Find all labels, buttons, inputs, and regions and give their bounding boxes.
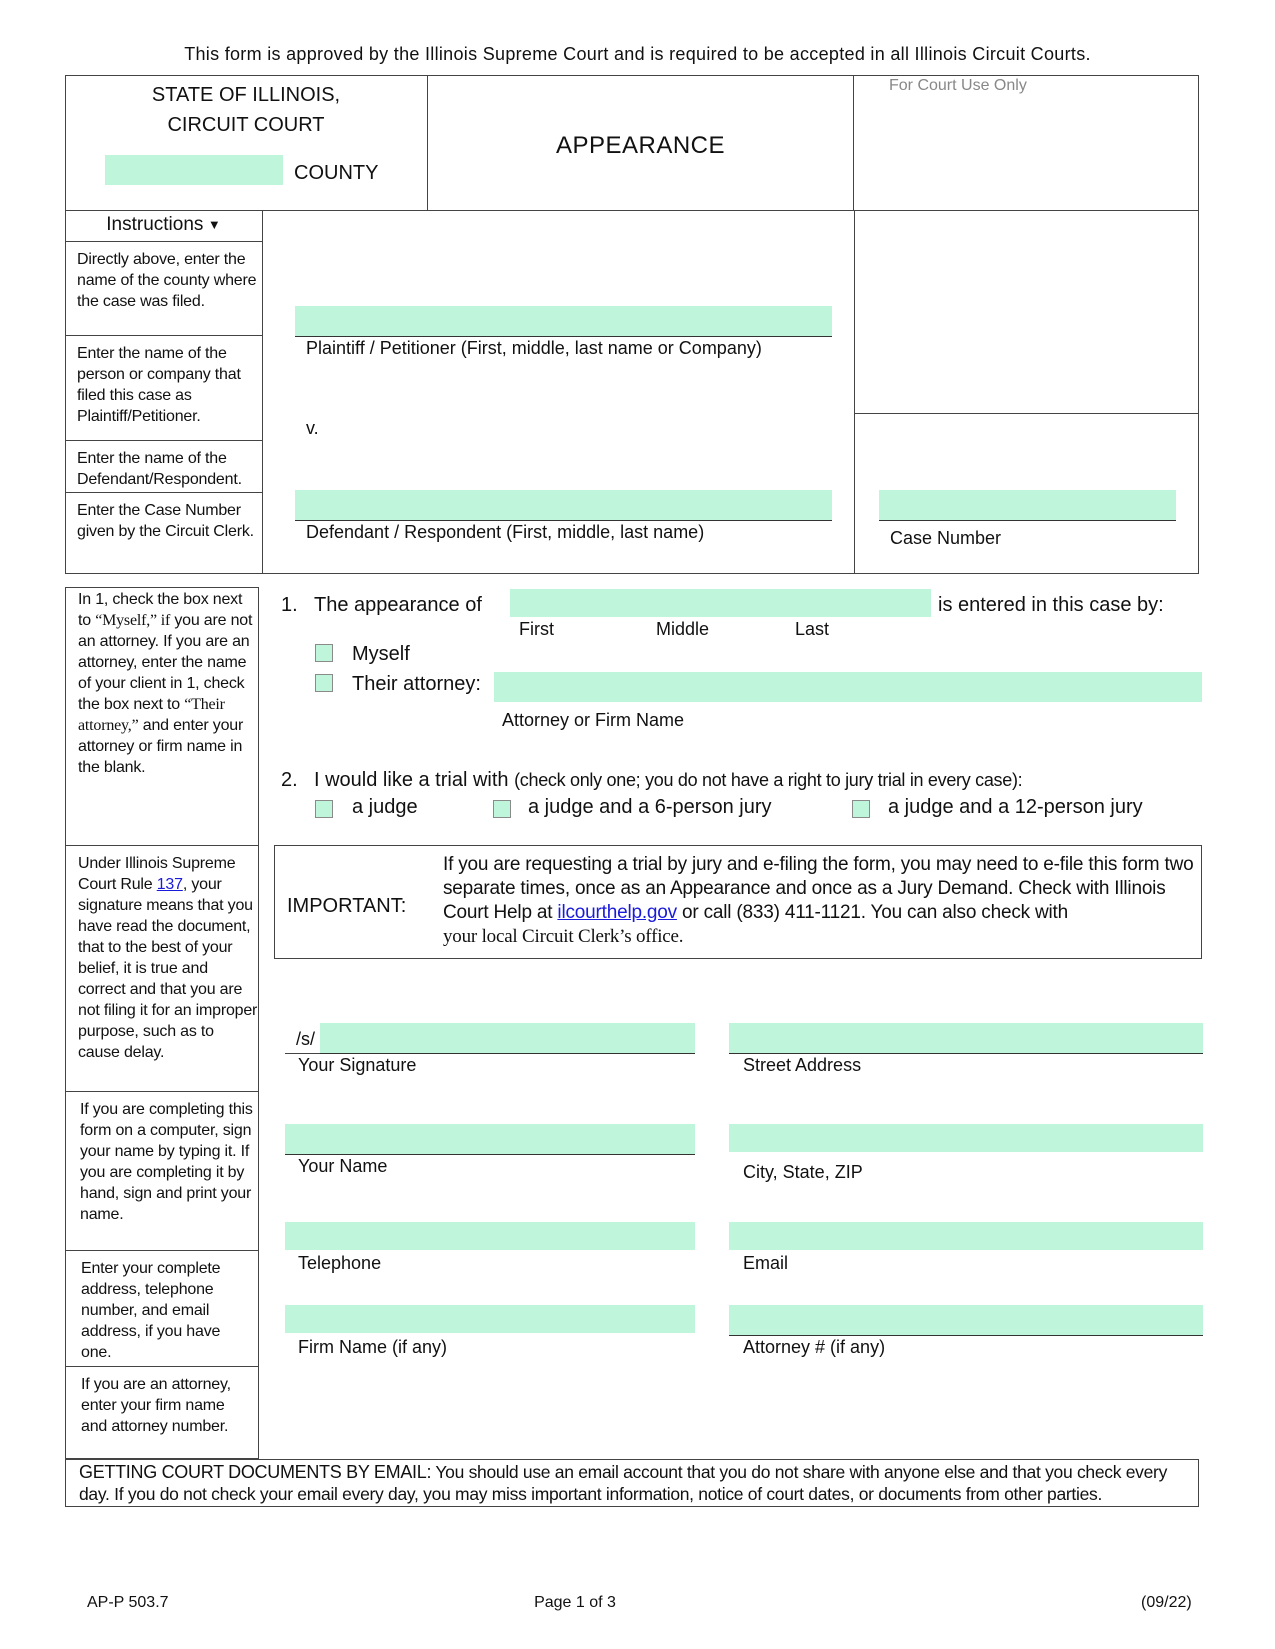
versus: v. [306,418,319,438]
name-middle-label: Middle [656,619,710,639]
signature-prefix: /s/ [296,1029,316,1049]
county-field[interactable] [105,155,283,185]
instr-sep [65,1091,259,1092]
instr-defendant: Enter the name of the Defendant/Respondent. [77,450,242,488]
section1-trail: is entered in this case by: [938,594,1164,616]
case-number-label: Case Number [890,528,1002,548]
plaintiff-label: Plaintiff / Petitioner (First, middle, last name or Company) [306,338,762,358]
section1-lead: The appearance of [314,594,482,616]
instr-section1: In 1, check the box next to “Myself,” if you are not an attorney. If you are an attorney, enter the name of your client in 1, check the box next to “Their attorney,” and enter your attorney or firm name in the blank. [78,591,253,776]
myself-label: Myself [352,643,410,665]
trial-6-jury-checkbox[interactable] [493,800,511,818]
instr-rule: Under Illinois Supreme Court Rule 137, your signature means that you have read the document, that to the best of your belief, it is true and correct and that you are not filing it for an improper purpose, such as to cause delay. [78,855,258,1061]
firm-name-field[interactable] [285,1305,695,1333]
telephone-field[interactable] [285,1222,695,1250]
street-address-field[interactable] [729,1023,1203,1054]
attorney-number-label: Attorney # (if any) [743,1337,886,1357]
county-label: COUNTY [294,162,379,184]
court-state: STATE OF ILLINOIS, [151,84,341,106]
email-notice: GETTING COURT DOCUMENTS BY EMAIL: You should use an email account that you do not share with anyone else and that you check every day. If you do not check your email every day, you may miss important information, notice of court dates, or documents from other parties. [79,1462,1168,1504]
instr-divider [262,210,263,574]
name-first-label: First [519,619,554,639]
signature-label: Your Signature [298,1055,417,1075]
appearance-name-field[interactable] [510,589,931,617]
name-last-label: Last [795,619,830,639]
instr-plaintiff: Enter the name of the person or company that filed this case as Plaintiff/Petitioner. [77,345,241,425]
instr-sep [65,335,262,336]
important-text: If you are requesting a trial by jury and e-filing the form, you may need to e-file this form two separate times, once as an Appearance and once as a Jury Demand. Check with Illinois Court Help at ilcourthelp.gov or call (833) 411-1121. You can also check with your local Circuit Clerk’s office. [443,854,1194,947]
caret-down-icon: ▼ [207,217,221,232]
rule-137-link[interactable]: 137 [156,876,183,893]
section2-note: (check only one; you do not have a right to jury trial in every case): [514,770,1023,790]
instr-sep [65,845,259,846]
firm-name-label: Firm Name (if any) [298,1337,448,1357]
page-number: Page 1 of 3 [534,1594,616,1611]
section2-number: 2. [281,769,298,791]
trial-12-jury-label: a judge and a 12-person jury [888,796,1143,818]
section1-number: 1. [281,594,298,616]
instr-address: Enter your complete address, telephone number, and email address, if you have one. [81,1260,221,1361]
form-code: AP-P 503.7 [87,1594,169,1611]
city-state-zip-field[interactable] [729,1124,1203,1152]
signature-line [285,1053,320,1054]
ilcourthelp-link[interactable]: ilcourthelp.gov [557,902,677,923]
defendant-label: Defendant / Respondent (First, middle, last name) [306,522,705,542]
court-use-only: For Court Use Only [889,77,1027,94]
myself-checkbox[interactable] [315,644,333,662]
trial-judge-label: a judge [352,796,418,818]
street-address-label: Street Address [743,1055,862,1075]
your-name-label: Your Name [298,1156,388,1176]
email-label: Email [743,1253,789,1273]
form-title: APPEARANCE [555,132,726,159]
instr-sep [65,440,262,441]
defendant-field[interactable] [295,490,832,521]
trial-6-jury-label: a judge and a 6-person jury [528,796,772,818]
email-notice-heading: GETTING COURT DOCUMENTS BY EMAIL: [79,1462,432,1482]
their-attorney-label: Their attorney: [352,673,481,695]
court-circuit: CIRCUIT COURT [167,114,325,136]
instr-sep [65,1250,259,1251]
telephone-label: Telephone [298,1253,382,1273]
instr-case-number: Enter the Case Number given by the Circuit Clerk. [77,502,254,540]
instr-attorney: If you are an attorney, enter your firm name and attorney number. [81,1376,231,1435]
header-note: This form is approved by the Illinois Supreme Court and is required to be accepted in all Illinois Circuit Courts. [184,44,1091,64]
attorney-name-field[interactable] [494,672,1202,702]
case-divider [854,210,855,574]
attorney-firm-label: Attorney or Firm Name [502,710,685,730]
instr-county: Directly above, enter the name of the county where the case was filed. [77,251,257,310]
your-name-field[interactable] [285,1124,695,1155]
signature-field[interactable] [320,1023,695,1054]
plaintiff-field[interactable] [295,306,832,337]
revision-date: (09/22) [1141,1594,1192,1611]
trial-12-jury-checkbox[interactable] [852,800,870,818]
instructions-header[interactable] [65,210,262,242]
city-state-zip-label: City, State, ZIP [743,1162,863,1182]
instr-sep [65,1366,259,1367]
attorney-number-field[interactable] [729,1305,1203,1336]
trial-judge-checkbox[interactable] [315,800,333,818]
email-field[interactable] [729,1222,1203,1250]
case-number-field[interactable] [879,490,1176,521]
important-label: IMPORTANT: [287,895,407,917]
instr-signing: If you are completing this form on a computer, sign your name by typing it. If you are completing it by hand, sign and print your name. [80,1101,253,1223]
instr-sep [65,492,262,493]
section2-lead: I would like a trial with (check only one; you do not have a right to jury trial in every case): [314,769,1023,791]
their-attorney-checkbox[interactable] [315,674,333,692]
instructions-title: Instructions [106,214,204,235]
